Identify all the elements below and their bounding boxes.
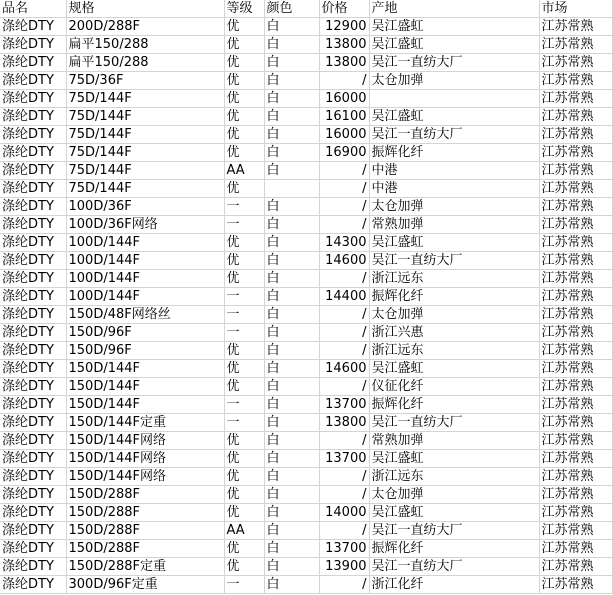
color-cell[interactable]: 白: [264, 252, 319, 270]
grade-cell[interactable]: 优: [224, 36, 264, 54]
color-cell[interactable]: 白: [264, 234, 319, 252]
spec-cell[interactable]: 150D/144F网络: [66, 468, 224, 486]
color-cell[interactable]: 白: [264, 540, 319, 558]
color-cell[interactable]: 白: [264, 414, 319, 432]
origin-cell[interactable]: 浙江远东: [369, 342, 539, 360]
origin-cell[interactable]: 浙江远东: [369, 468, 539, 486]
table-row: [0, 252, 612, 270]
origin-cell[interactable]: 振辉化纤: [369, 144, 539, 162]
grade-cell[interactable]: 优: [224, 252, 264, 270]
price-cell[interactable]: /: [319, 324, 369, 342]
spec-cell[interactable]: 100D/36F: [66, 198, 224, 216]
product-cell[interactable]: 涤纶DTY: [0, 126, 66, 144]
grade-cell[interactable]: 优: [224, 90, 264, 108]
color-cell[interactable]: [264, 180, 319, 198]
origin-cell[interactable]: 吴江一直纺大厂: [369, 126, 539, 144]
origin-cell[interactable]: 吴江盛虹: [369, 108, 539, 126]
table-row: [0, 270, 612, 288]
spec-cell[interactable]: 扁平150/288: [66, 36, 224, 54]
price-cell[interactable]: /: [319, 180, 369, 198]
price-cell[interactable]: 13800: [319, 54, 369, 72]
market-cell[interactable]: 江苏常熟: [539, 432, 612, 450]
product-cell[interactable]: 涤纶DTY: [0, 36, 66, 54]
table-row: [0, 342, 612, 360]
market-cell[interactable]: 江苏常熟: [539, 468, 612, 486]
grade-cell[interactable]: 优: [224, 360, 264, 378]
spec-cell[interactable]: 100D/144F: [66, 270, 224, 288]
grade-cell[interactable]: 优: [224, 18, 264, 36]
product-cell[interactable]: 涤纶DTY: [0, 342, 66, 360]
color-cell[interactable]: 白: [264, 288, 319, 306]
origin-cell[interactable]: 浙江兴惠: [369, 324, 539, 342]
color-cell[interactable]: 白: [264, 504, 319, 522]
product-cell[interactable]: 涤纶DTY: [0, 180, 66, 198]
color-cell[interactable]: 白: [264, 198, 319, 216]
product-cell[interactable]: 涤纶DTY: [0, 90, 66, 108]
market-cell[interactable]: 江苏常熟: [539, 144, 612, 162]
spec-cell[interactable]: 150D/288F: [66, 540, 224, 558]
product-cell[interactable]: 涤纶DTY: [0, 432, 66, 450]
origin-cell[interactable]: 浙江化纤: [369, 576, 539, 594]
product-cell[interactable]: 涤纶DTY: [0, 234, 66, 252]
origin-cell[interactable]: 吴江盛虹: [369, 450, 539, 468]
market-cell[interactable]: 江苏常熟: [539, 522, 612, 540]
table-body: [0, 18, 612, 594]
market-cell[interactable]: 江苏常熟: [539, 396, 612, 414]
table-row: [0, 558, 612, 576]
grade-cell[interactable]: 优: [224, 378, 264, 396]
market-cell[interactable]: 江苏常熟: [539, 414, 612, 432]
spec-cell[interactable]: 75D/144F: [66, 162, 224, 180]
color-cell[interactable]: 白: [264, 90, 319, 108]
grade-cell[interactable]: 优: [224, 54, 264, 72]
grade-cell[interactable]: 优: [224, 144, 264, 162]
market-cell[interactable]: 江苏常熟: [539, 108, 612, 126]
table-row: [0, 360, 612, 378]
table-row: [0, 108, 612, 126]
origin-cell[interactable]: 中港: [369, 162, 539, 180]
spec-cell[interactable]: 150D/48F网络丝: [66, 306, 224, 324]
color-cell[interactable]: 白: [264, 126, 319, 144]
grade-cell[interactable]: 优: [224, 504, 264, 522]
table-row: [0, 486, 612, 504]
origin-cell[interactable]: 吴江盛虹: [369, 36, 539, 54]
market-cell[interactable]: 江苏常熟: [539, 540, 612, 558]
origin-cell[interactable]: 吴江一直纺大厂: [369, 522, 539, 540]
price-cell[interactable]: /: [319, 522, 369, 540]
origin-cell[interactable]: 振辉化纤: [369, 396, 539, 414]
market-cell[interactable]: 江苏常熟: [539, 216, 612, 234]
origin-cell[interactable]: 吴江一直纺大厂: [369, 252, 539, 270]
grade-cell[interactable]: 优: [224, 180, 264, 198]
spec-cell[interactable]: 300D/96F定重: [66, 576, 224, 594]
market-cell[interactable]: 江苏常熟: [539, 72, 612, 90]
color-cell[interactable]: 白: [264, 36, 319, 54]
origin-cell[interactable]: 吴江一直纺大厂: [369, 54, 539, 72]
product-cell[interactable]: 涤纶DTY: [0, 54, 66, 72]
header-cell[interactable]: 品名: [0, 0, 66, 18]
grade-cell[interactable]: 优: [224, 342, 264, 360]
grade-cell[interactable]: 优: [224, 450, 264, 468]
origin-cell[interactable]: 浙江远东: [369, 270, 539, 288]
header-cell[interactable]: 市场: [539, 0, 612, 18]
product-cell[interactable]: 涤纶DTY: [0, 360, 66, 378]
grade-cell[interactable]: AA: [224, 522, 264, 540]
origin-cell[interactable]: [369, 90, 539, 108]
color-cell[interactable]: 白: [264, 72, 319, 90]
spec-cell[interactable]: 100D/144F: [66, 252, 224, 270]
origin-cell[interactable]: 吴江盛虹: [369, 234, 539, 252]
spec-cell[interactable]: 150D/144F网络: [66, 450, 224, 468]
market-cell[interactable]: 江苏常熟: [539, 270, 612, 288]
market-cell[interactable]: 江苏常熟: [539, 54, 612, 72]
grade-cell[interactable]: 一: [224, 216, 264, 234]
price-cell[interactable]: /: [319, 342, 369, 360]
price-cell[interactable]: /: [319, 270, 369, 288]
market-cell[interactable]: 江苏常熟: [539, 252, 612, 270]
table-row: [0, 576, 612, 594]
spec-cell[interactable]: 200D/288F: [66, 18, 224, 36]
table-row: [0, 18, 612, 36]
price-cell[interactable]: 13700: [319, 540, 369, 558]
origin-cell[interactable]: 太仓加弹: [369, 198, 539, 216]
table-row: [0, 396, 612, 414]
price-cell[interactable]: 14400: [319, 288, 369, 306]
origin-cell[interactable]: 太仓加弹: [369, 486, 539, 504]
header-cell[interactable]: 规格: [66, 0, 224, 18]
spec-cell[interactable]: 75D/144F: [66, 144, 224, 162]
price-cell[interactable]: /: [319, 198, 369, 216]
spec-cell[interactable]: 150D/288F定重: [66, 558, 224, 576]
price-cell[interactable]: 14600: [319, 252, 369, 270]
product-cell[interactable]: 涤纶DTY: [0, 486, 66, 504]
spec-cell[interactable]: 75D/144F: [66, 108, 224, 126]
spec-cell[interactable]: 100D/144F: [66, 234, 224, 252]
table-row: [0, 288, 612, 306]
grade-cell[interactable]: 优: [224, 540, 264, 558]
market-cell[interactable]: 江苏常熟: [539, 558, 612, 576]
market-cell[interactable]: 江苏常熟: [539, 18, 612, 36]
spec-cell[interactable]: 75D/36F: [66, 72, 224, 90]
table-row: [0, 450, 612, 468]
price-cell[interactable]: /: [319, 432, 369, 450]
price-cell[interactable]: 13800: [319, 36, 369, 54]
spec-cell[interactable]: 150D/96F: [66, 342, 224, 360]
product-cell[interactable]: 涤纶DTY: [0, 270, 66, 288]
grade-cell[interactable]: 优: [224, 108, 264, 126]
price-cell[interactable]: 16000: [319, 90, 369, 108]
origin-cell[interactable]: 太仓加弹: [369, 306, 539, 324]
table-row: [0, 90, 612, 108]
product-cell[interactable]: 涤纶DTY: [0, 216, 66, 234]
spec-cell[interactable]: 100D/36F网络: [66, 216, 224, 234]
table-row: [0, 504, 612, 522]
table-row: [0, 234, 612, 252]
product-cell[interactable]: 涤纶DTY: [0, 396, 66, 414]
price-cell[interactable]: 12900: [319, 18, 369, 36]
price-cell[interactable]: /: [319, 72, 369, 90]
origin-cell[interactable]: 仪征化纤: [369, 378, 539, 396]
grade-cell[interactable]: 一: [224, 306, 264, 324]
product-cell[interactable]: 涤纶DTY: [0, 378, 66, 396]
market-cell[interactable]: 江苏常熟: [539, 504, 612, 522]
grade-cell[interactable]: 优: [224, 72, 264, 90]
price-cell[interactable]: 13900: [319, 558, 369, 576]
product-cell[interactable]: 涤纶DTY: [0, 414, 66, 432]
spec-cell[interactable]: 150D/144F: [66, 396, 224, 414]
spec-cell[interactable]: 150D/96F: [66, 324, 224, 342]
table-row: [0, 36, 612, 54]
market-cell[interactable]: 江苏常熟: [539, 162, 612, 180]
grade-cell[interactable]: 优: [224, 432, 264, 450]
price-cell[interactable]: /: [319, 378, 369, 396]
grade-cell[interactable]: 一: [224, 324, 264, 342]
table-row: [0, 540, 612, 558]
grade-cell[interactable]: 优: [224, 270, 264, 288]
price-cell[interactable]: /: [319, 486, 369, 504]
table-row: [0, 522, 612, 540]
grade-cell[interactable]: 一: [224, 288, 264, 306]
header-cell[interactable]: 颜色: [264, 0, 319, 18]
market-cell[interactable]: 江苏常熟: [539, 378, 612, 396]
market-cell[interactable]: 江苏常熟: [539, 90, 612, 108]
spec-cell[interactable]: 150D/144F网络: [66, 432, 224, 450]
grade-cell[interactable]: 一: [224, 576, 264, 594]
price-cell[interactable]: 13800: [319, 414, 369, 432]
spec-cell[interactable]: 150D/288F: [66, 504, 224, 522]
price-cell[interactable]: /: [319, 306, 369, 324]
origin-cell[interactable]: 振辉化纤: [369, 288, 539, 306]
product-cell[interactable]: 涤纶DTY: [0, 540, 66, 558]
price-cell[interactable]: /: [319, 162, 369, 180]
spec-cell[interactable]: 150D/144F: [66, 378, 224, 396]
table-row: [0, 216, 612, 234]
market-cell[interactable]: 江苏常熟: [539, 234, 612, 252]
grade-cell[interactable]: 一: [224, 396, 264, 414]
color-cell[interactable]: 白: [264, 558, 319, 576]
spec-cell[interactable]: 扁平150/288: [66, 54, 224, 72]
table-row: [0, 162, 612, 180]
origin-cell[interactable]: 吴江一直纺大厂: [369, 558, 539, 576]
spec-cell[interactable]: 150D/288F: [66, 522, 224, 540]
spec-cell[interactable]: 150D/144F定重: [66, 414, 224, 432]
price-cell[interactable]: 16900: [319, 144, 369, 162]
market-cell[interactable]: 江苏常熟: [539, 324, 612, 342]
color-cell[interactable]: 白: [264, 432, 319, 450]
product-cell[interactable]: 涤纶DTY: [0, 198, 66, 216]
origin-cell[interactable]: 振辉化纤: [369, 540, 539, 558]
price-cell[interactable]: 13700: [319, 450, 369, 468]
price-cell[interactable]: 16100: [319, 108, 369, 126]
product-cell[interactable]: 涤纶DTY: [0, 324, 66, 342]
product-cell[interactable]: 涤纶DTY: [0, 72, 66, 90]
grade-cell[interactable]: AA: [224, 162, 264, 180]
market-cell[interactable]: 江苏常熟: [539, 198, 612, 216]
color-cell[interactable]: 白: [264, 306, 319, 324]
header-cell[interactable]: 产地: [369, 0, 539, 18]
color-cell[interactable]: 白: [264, 576, 319, 594]
header-cell[interactable]: 价格: [319, 0, 369, 18]
spec-cell[interactable]: 75D/144F: [66, 126, 224, 144]
price-cell[interactable]: 14600: [319, 360, 369, 378]
table-row: [0, 72, 612, 90]
price-cell[interactable]: /: [319, 576, 369, 594]
product-cell[interactable]: 涤纶DTY: [0, 450, 66, 468]
product-cell[interactable]: 涤纶DTY: [0, 558, 66, 576]
price-cell[interactable]: /: [319, 468, 369, 486]
color-cell[interactable]: 白: [264, 360, 319, 378]
color-cell[interactable]: 白: [264, 324, 319, 342]
product-cell[interactable]: 涤纶DTY: [0, 306, 66, 324]
market-cell[interactable]: 江苏常熟: [539, 306, 612, 324]
product-cell[interactable]: 涤纶DTY: [0, 288, 66, 306]
table-row: [0, 468, 612, 486]
price-cell[interactable]: /: [319, 216, 369, 234]
product-cell[interactable]: 涤纶DTY: [0, 522, 66, 540]
spec-cell[interactable]: 150D/144F: [66, 360, 224, 378]
market-cell[interactable]: 江苏常熟: [539, 450, 612, 468]
origin-cell[interactable]: 太仓加弹: [369, 72, 539, 90]
table-row: [0, 126, 612, 144]
table-row: [0, 180, 612, 198]
color-cell[interactable]: 白: [264, 162, 319, 180]
origin-cell[interactable]: 吴江盛虹: [369, 18, 539, 36]
color-cell[interactable]: 白: [264, 216, 319, 234]
product-cell[interactable]: 涤纶DTY: [0, 18, 66, 36]
spec-cell[interactable]: 150D/288F: [66, 486, 224, 504]
grade-cell[interactable]: 优: [224, 468, 264, 486]
price-cell[interactable]: 16000: [319, 126, 369, 144]
origin-cell[interactable]: 常熟加弹: [369, 216, 539, 234]
table-row: [0, 144, 612, 162]
grade-cell[interactable]: 一: [224, 198, 264, 216]
color-cell[interactable]: 白: [264, 270, 319, 288]
market-cell[interactable]: 江苏常熟: [539, 486, 612, 504]
product-cell[interactable]: 涤纶DTY: [0, 144, 66, 162]
table-row: [0, 378, 612, 396]
origin-cell[interactable]: 中港: [369, 180, 539, 198]
product-cell[interactable]: 涤纶DTY: [0, 252, 66, 270]
spec-cell[interactable]: 75D/144F: [66, 90, 224, 108]
grade-cell[interactable]: 优: [224, 558, 264, 576]
table-row: [0, 432, 612, 450]
color-cell[interactable]: 白: [264, 18, 319, 36]
price-cell[interactable]: 14300: [319, 234, 369, 252]
spec-cell[interactable]: 100D/144F: [66, 288, 224, 306]
color-cell[interactable]: 白: [264, 342, 319, 360]
price-cell[interactable]: 13700: [319, 396, 369, 414]
market-cell[interactable]: 江苏常熟: [539, 360, 612, 378]
header-row: [0, 0, 612, 18]
color-cell[interactable]: 白: [264, 144, 319, 162]
market-cell[interactable]: 江苏常熟: [539, 288, 612, 306]
price-cell[interactable]: 14000: [319, 504, 369, 522]
color-cell[interactable]: 白: [264, 450, 319, 468]
color-cell[interactable]: 白: [264, 378, 319, 396]
market-cell[interactable]: 江苏常熟: [539, 576, 612, 594]
table-row: [0, 54, 612, 72]
origin-cell[interactable]: 吴江一直纺大厂: [369, 414, 539, 432]
table-row: [0, 324, 612, 342]
product-cell[interactable]: 涤纶DTY: [0, 162, 66, 180]
product-cell[interactable]: 涤纶DTY: [0, 504, 66, 522]
grade-cell[interactable]: 优: [224, 486, 264, 504]
product-cell[interactable]: 涤纶DTY: [0, 576, 66, 594]
origin-cell[interactable]: 吴江盛虹: [369, 504, 539, 522]
table-row: [0, 306, 612, 324]
product-cell[interactable]: 涤纶DTY: [0, 108, 66, 126]
spec-cell[interactable]: 75D/144F: [66, 180, 224, 198]
color-cell[interactable]: 白: [264, 396, 319, 414]
market-cell[interactable]: 江苏常熟: [539, 36, 612, 54]
table-row: [0, 414, 612, 432]
market-cell[interactable]: 江苏常熟: [539, 126, 612, 144]
header-cell[interactable]: 等级: [224, 0, 264, 18]
market-cell[interactable]: 江苏常熟: [539, 342, 612, 360]
color-cell[interactable]: 白: [264, 54, 319, 72]
grade-cell[interactable]: 优: [224, 234, 264, 252]
color-cell[interactable]: 白: [264, 522, 319, 540]
color-cell[interactable]: 白: [264, 468, 319, 486]
origin-cell[interactable]: 常熟加弹: [369, 432, 539, 450]
color-cell[interactable]: 白: [264, 486, 319, 504]
grade-cell[interactable]: 优: [224, 126, 264, 144]
origin-cell[interactable]: 吴江盛虹: [369, 360, 539, 378]
grade-cell[interactable]: 一: [224, 414, 264, 432]
table-row: [0, 198, 612, 216]
color-cell[interactable]: 白: [264, 108, 319, 126]
product-cell[interactable]: 涤纶DTY: [0, 468, 66, 486]
market-cell[interactable]: 江苏常熟: [539, 180, 612, 198]
